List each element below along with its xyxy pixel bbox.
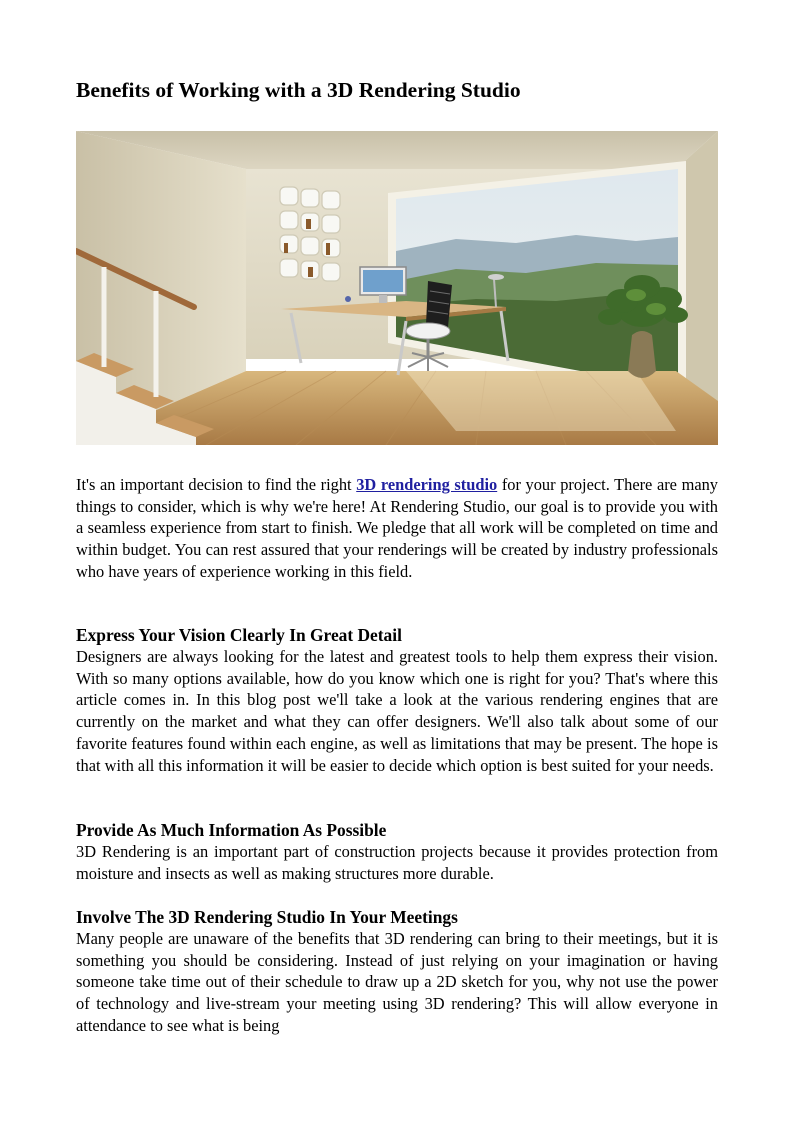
intro-paragraph xyxy=(76,474,718,583)
desk-lamp xyxy=(488,274,504,280)
section-involve-studio xyxy=(76,906,718,1037)
section-heading: Express Your Vision Clearly In Great Detail xyxy=(76,625,402,645)
section-heading: Involve The 3D Rendering Studio In Your Meetings xyxy=(76,907,458,927)
section-heading: Provide As Much Information As Possible xyxy=(76,820,387,840)
hero-image-office-render xyxy=(76,131,718,445)
section-body: Many people are unaware of the benefits that 3D rendering can bring to their meetings, but it is something you should be considering. Instead of just relying on your imagination or having someone take time out of their schedule to draw up a 2D sketch for you, why not use the power of technology and live-stream your meeting using 3D rendering? This will allow everyone in attendance to see what is being xyxy=(76,929,718,1035)
bottle xyxy=(345,296,351,302)
office-render-illustration xyxy=(76,131,718,445)
intro-text xyxy=(76,474,718,583)
section-provide-information xyxy=(76,819,718,884)
intro-text-before-link: It's an important decision to find the right xyxy=(76,475,357,494)
page-title: Benefits of Working with a 3D Rendering Studio xyxy=(76,78,521,102)
section-body: 3D Rendering is an important part of construction projects because it provides protection from moisture and insects as well as making structures more durable. xyxy=(76,842,718,883)
intro-text-after-link: for your project. There are many things to consider, which is why we're here! At Rendering Studio, our goal is to provide you with a seamless experience from start to finish. We pledge that all work will be completed on time and within budget. You can rest assured that your renderings will be created by industry professionals who have years of experience working in this field. xyxy=(76,475,718,581)
section-express-vision xyxy=(76,624,718,776)
section-body: Designers are always looking for the latest and greatest tools to help them express their vision. With so many options available, how do you know which one is right for you? That's where this article comes in. In this blog post we'll take a look at the various rendering engines that are currently on the market and what they can offer designers. We'll also talk about some of our favorite features found within each engine, as well as limitations that may be present. The hope is that with all this information it will be easier to decide which option is best suited for your needs. xyxy=(76,647,718,775)
rendering-studio-link[interactable]: 3D rendering studio xyxy=(356,475,498,494)
